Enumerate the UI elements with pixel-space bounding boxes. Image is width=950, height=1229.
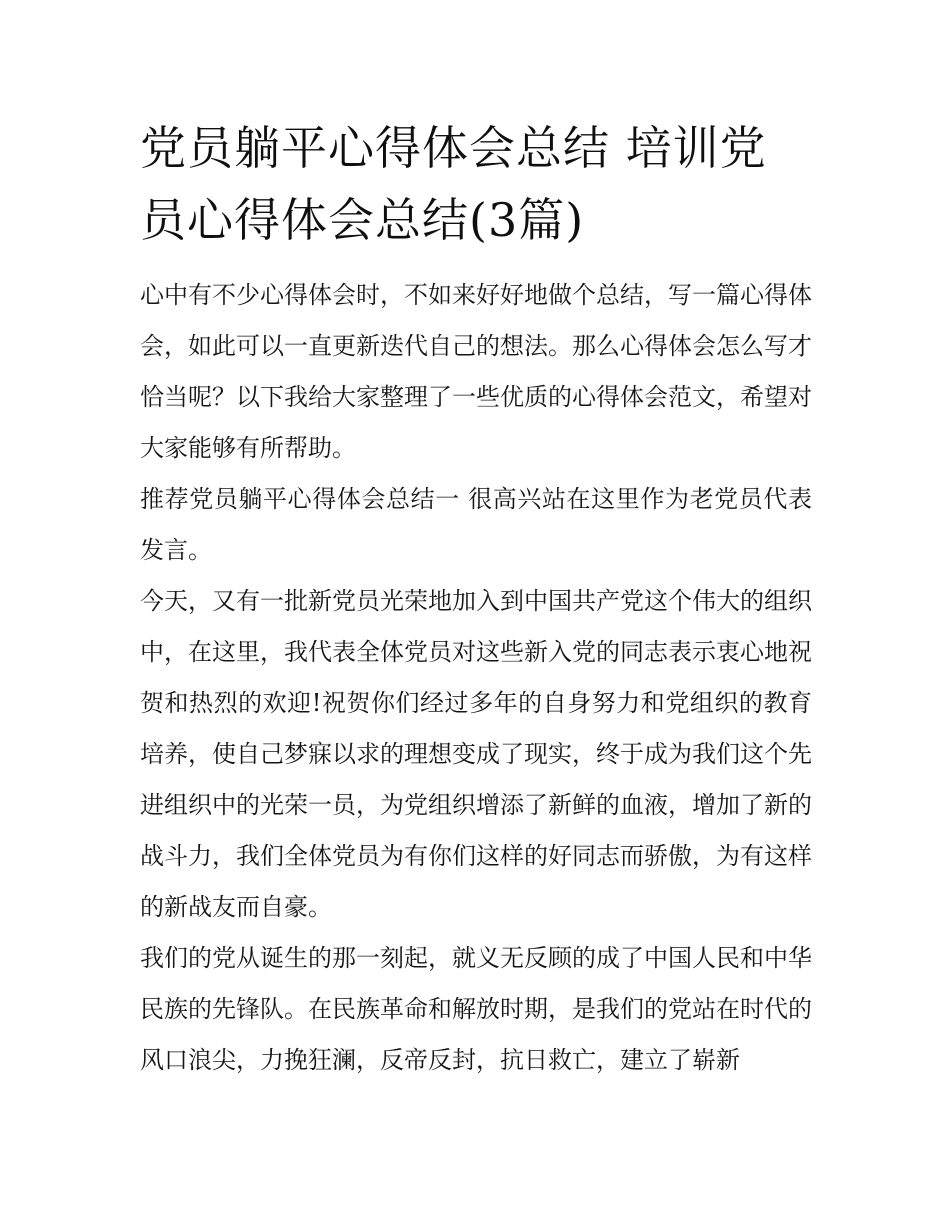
document-content: [140, 112, 812, 1086]
document-body: [140, 270, 812, 1086]
document-title: 党员躺平心得体会总结 培训党员心得体会总结(3篇): [140, 121, 767, 247]
paragraph-party-history: 我们的党从诞生的那一刻起，就义无反顾的成了中国人民和中华民族的先锋队。在民族革命和解放时期，是我们的党站在时代的风口浪尖，力挽狂澜，反帝反封，抗日救亡，建立了崭新: [140, 944, 812, 1074]
paragraph-intro: 心中有不少心得体会时，不如来好好地做个总结，写一篇心得体会，如此可以一直更新迭代自己的想法。那么心得体会怎么写才恰当呢？以下我给大家整理了一些优质的心得体会范文，希望对大家能够有所帮助。: [140, 281, 812, 462]
paragraph-section-heading: 推荐党员躺平心得体会总结一 很高兴站在这里作为老党员代表发言。: [140, 485, 812, 564]
paragraph-welcome: 今天，又有一批新党员光荣地加入到中国共产党这个伟大的组织中，在这里，我代表全体党员对这些新入党的同志表示衷心地祝贺和热烈的欢迎!祝贺你们经过多年的自身努力和党组织的教育培养，使自己梦寐以求的理想变成了现实，终于成为我们这个先进组织中的光荣一员，为党组织增添了新鲜的血液，增加了新的战斗力，我们全体党员为有你们这样的好同志而骄傲，为有这样的新战友而自豪。: [140, 587, 812, 921]
